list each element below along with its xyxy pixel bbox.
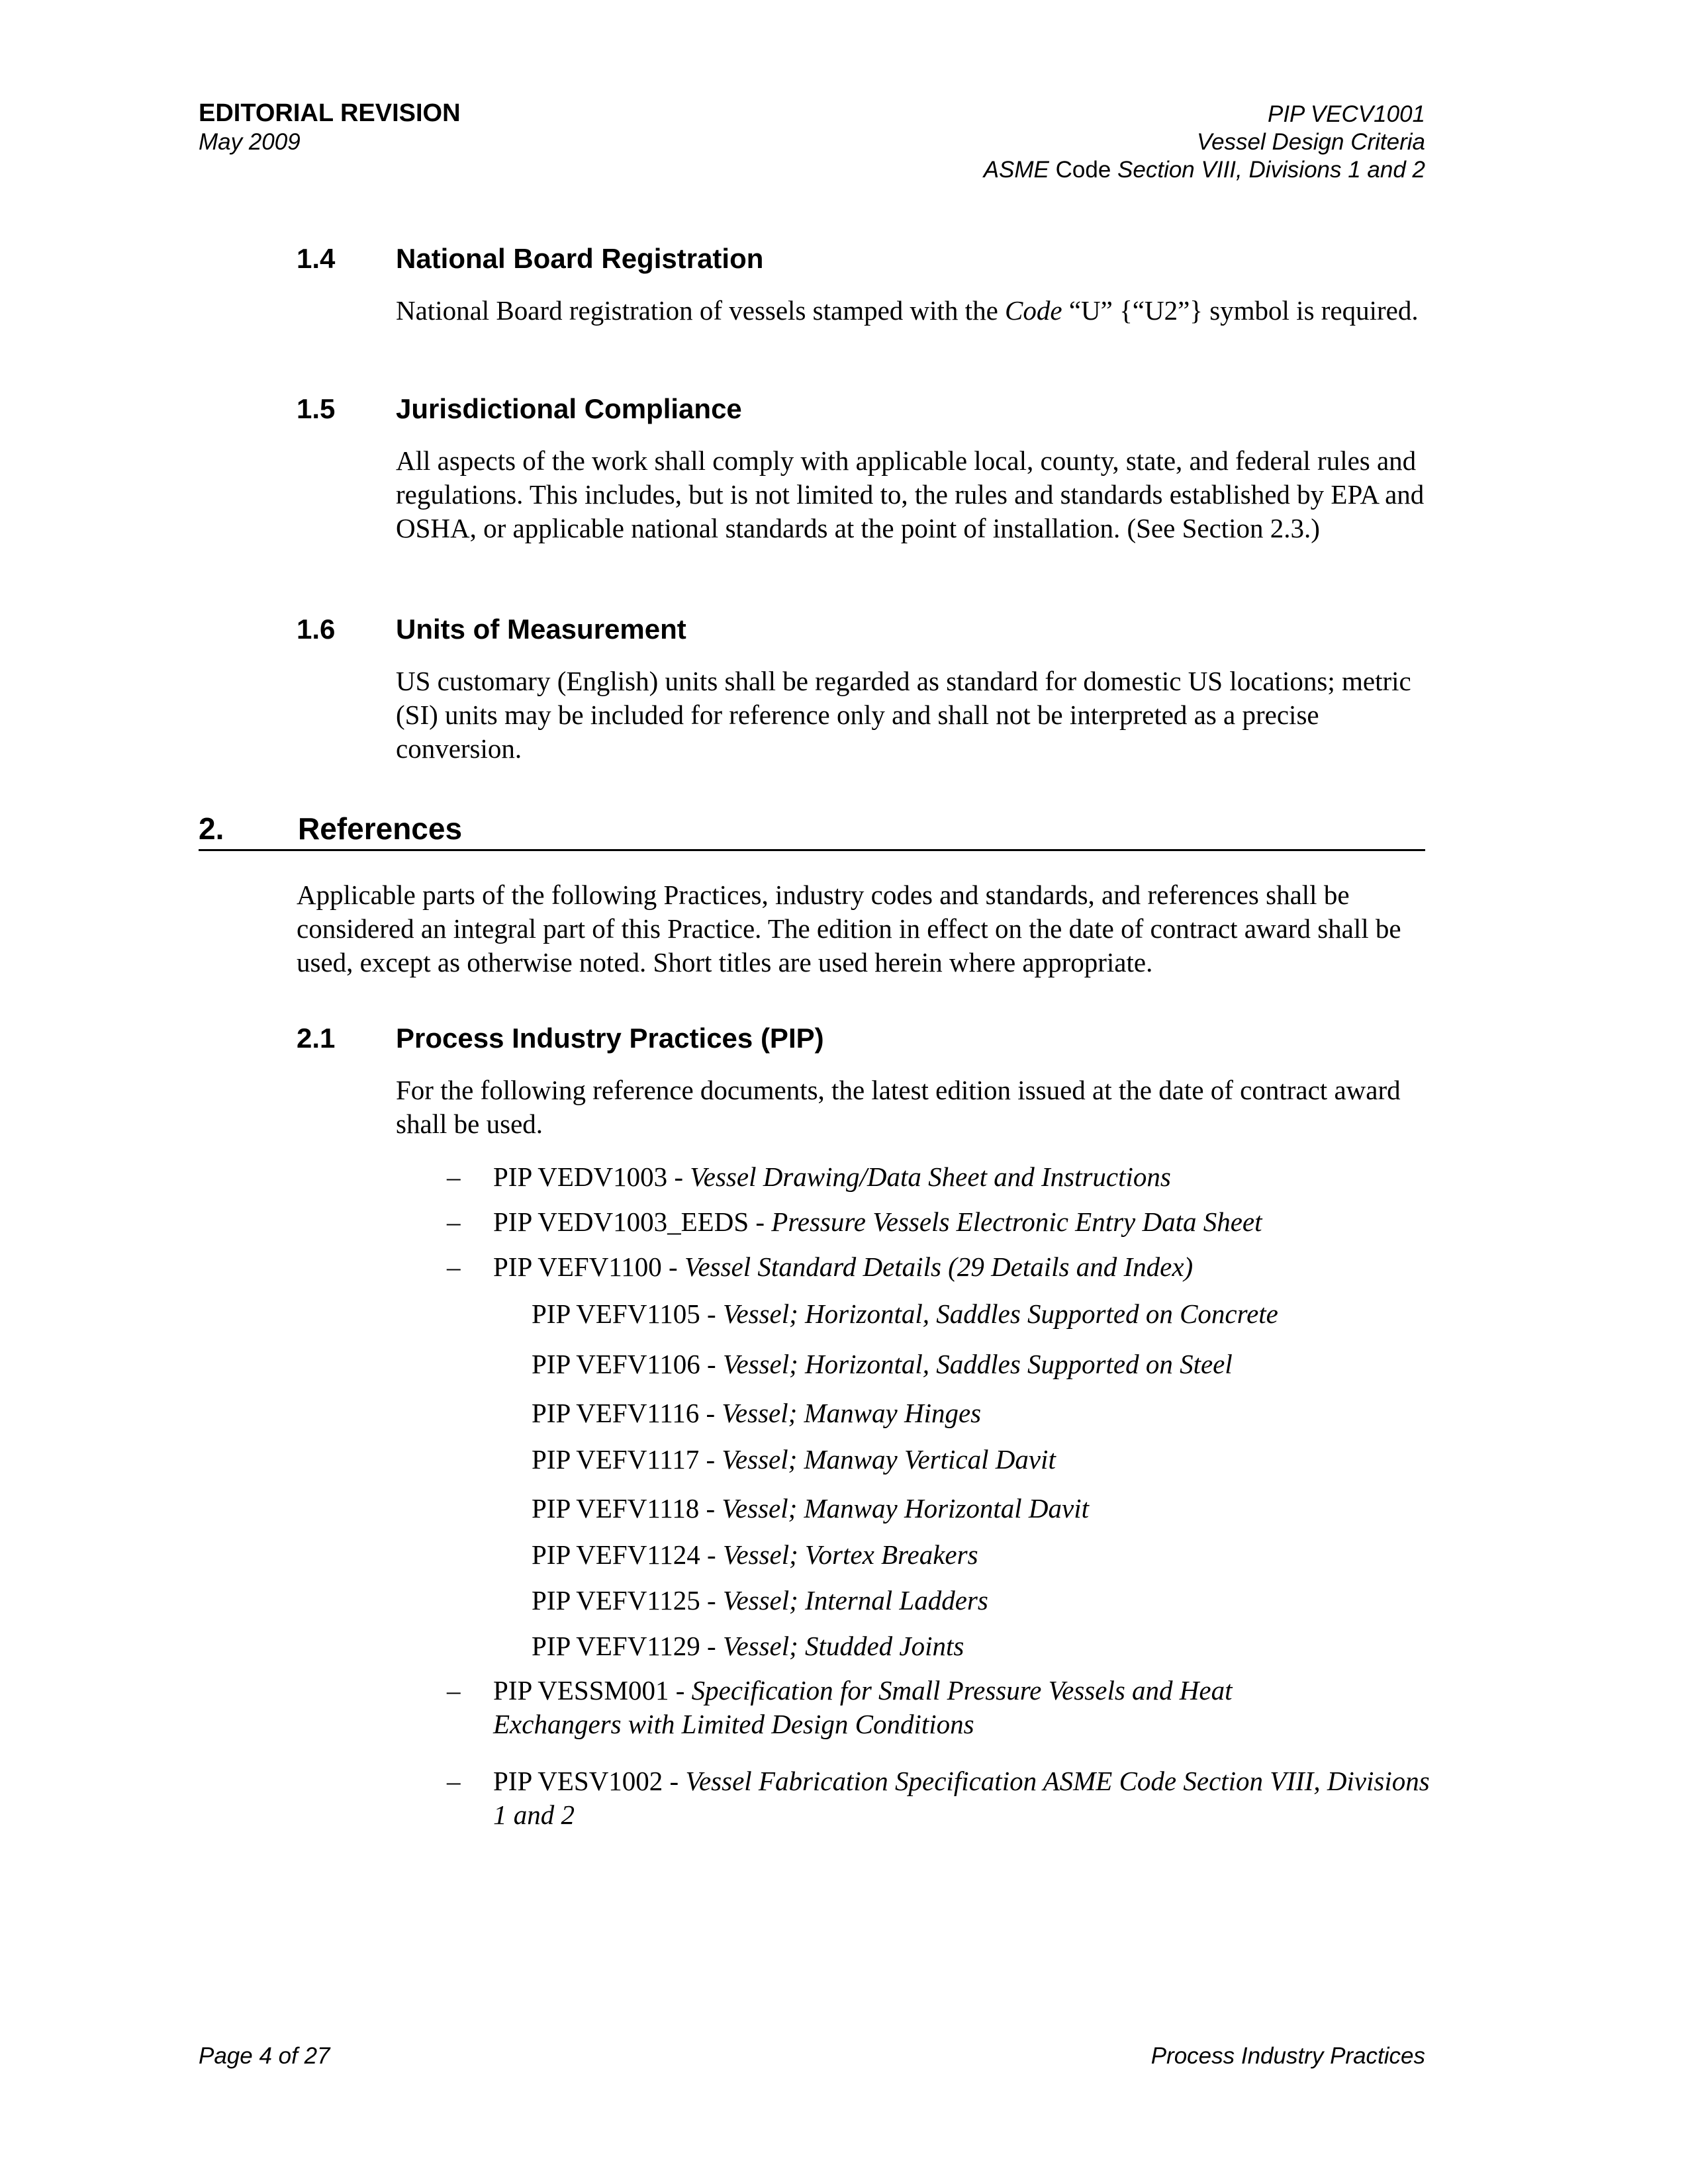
doc-scope: [984, 156, 1425, 184]
section-number: 2.1: [297, 1023, 336, 1054]
doc-title: Vessel Design Criteria: [1197, 129, 1425, 155]
header-left: [199, 98, 461, 156]
doc-scope-asme: ASME: [983, 157, 1049, 183]
section-title: Process Industry Practices (PIP): [396, 1023, 824, 1054]
ref-code: PIP VEFV1129 -: [532, 1631, 723, 1661]
ref-title: Vessel Fabrication Specification ASME Code Section VIII, Divisions 1 and 2: [493, 1766, 1430, 1830]
ref-code: PIP VEFV1118 -: [532, 1493, 722, 1524]
ref-title: Vessel; Vortex Breakers: [722, 1539, 978, 1570]
section-number: 1.5: [297, 393, 336, 424]
sub-list-item: [532, 1492, 1089, 1525]
section-title: National Board Registration: [396, 243, 764, 274]
ref-code: PIP VESSM001 -: [493, 1675, 692, 1706]
section-title: Units of Measurement: [396, 614, 686, 645]
list-dash: –: [447, 1766, 461, 1796]
section-number: 2.: [199, 811, 224, 846]
ref-code: PIP VEFV1124 -: [532, 1539, 723, 1570]
ref-title: Vessel Drawing/Data Sheet and Instructions: [690, 1161, 1171, 1192]
section-title: References: [298, 811, 463, 846]
ref-title: Pressure Vessels Electronic Entry Data Sheet: [771, 1206, 1262, 1237]
ref-title: Vessel; Manway Horizontal Davit: [722, 1493, 1090, 1524]
ref-code: PIP VEFV1105 -: [532, 1298, 723, 1329]
ref-code: PIP VEFV1117 -: [532, 1444, 722, 1475]
section-1-5-text: All aspects of the work shall comply with applicable local, county, state, and federal rules and regulations. This includes, but is not limited to, the rules and standards established by EPA and OSHA, or applicable national standards at the point of installation. (See Section 2.3.): [396, 445, 1425, 543]
ref-code: PIP VESV1002 -: [493, 1766, 686, 1796]
ref-code: PIP VEFV1106 -: [532, 1349, 723, 1379]
section-2-text: Applicable parts of the following Practices, industry codes and standards, and references shall be considered an integral part of this Practice. The edition in effect on the date of contract award shall be used, except as otherwise noted. Short titles are used herein where appropriate.: [297, 880, 1401, 978]
footer-page-number: Page 4 of 27: [199, 2043, 330, 2069]
text-part: National Board registration of vessels stamped with the: [396, 295, 1006, 326]
ref-title: Specification for Small Pressure Vessels and Heat Exchangers with Limited Design Conditions: [493, 1675, 1233, 1739]
ref-title: Vessel Standard Details (29 Details and Index): [684, 1251, 1194, 1282]
ref-code: PIP VEFV1125 -: [532, 1585, 723, 1615]
sub-list-item: [532, 1347, 1233, 1381]
list-dash: –: [447, 1206, 461, 1237]
section-1-4-text: [396, 294, 1432, 328]
text-part: “U” {“U2”} symbol is required.: [1062, 295, 1419, 326]
ref-title: Vessel; Horizontal, Saddles Supported on Steel: [722, 1349, 1233, 1379]
list-item-body: [493, 1764, 1446, 1832]
ref-title: Vessel; Manway Vertical Davit: [722, 1444, 1056, 1475]
doc-number: PIP VECV1001: [1267, 101, 1425, 127]
list-dash: –: [447, 1251, 461, 1282]
sub-list-item: [532, 1443, 1056, 1477]
section-2-heading: [199, 811, 1425, 851]
section-title: Jurisdictional Compliance: [396, 393, 742, 424]
list-item-body: [493, 1250, 1420, 1284]
ref-title: Vessel; Manway Hinges: [722, 1398, 982, 1428]
list-dash: –: [447, 1675, 461, 1706]
section-number: 1.4: [297, 243, 336, 274]
section-2-1-text: For the following reference documents, the latest edition issued at the date of contract award shall be used.: [396, 1075, 1401, 1139]
ref-title: Vessel; Studded Joints: [722, 1631, 964, 1661]
sub-list-item: [532, 1538, 978, 1572]
doc-scope-code: Code: [1049, 157, 1118, 183]
ref-code: PIP VEFV1116 -: [532, 1398, 722, 1428]
sub-list-item: [532, 1396, 981, 1430]
list-item-body: [493, 1205, 1420, 1239]
section-1-6-text: US customary (English) units shall be regarded as standard for domestic US locations; metric (SI) units may be included for reference only and shall not be interpreted as a precise conversion.: [396, 666, 1411, 764]
list-item-body: [493, 1674, 1347, 1741]
text-code-italic: Code: [1005, 295, 1062, 326]
list-item-body: [493, 1160, 1420, 1194]
footer-organization: Process Industry Practices: [1150, 2043, 1425, 2069]
doc-scope-section: Section VIII, Divisions 1 and 2: [1117, 157, 1425, 183]
list-dash: –: [447, 1161, 461, 1192]
header-right: [984, 101, 1425, 184]
header-date: May 2009: [199, 129, 301, 155]
sub-list-item: [532, 1584, 988, 1617]
ref-title: Vessel; Internal Ladders: [722, 1585, 988, 1615]
sub-list-item: [532, 1297, 1278, 1331]
ref-code: PIP VEDV1003_EEDS -: [493, 1206, 772, 1237]
sub-list-item: [532, 1629, 964, 1663]
ref-code: PIP VEDV1003 -: [493, 1161, 690, 1192]
ref-title: Vessel; Horizontal, Saddles Supported on Concrete: [722, 1298, 1278, 1329]
ref-code: PIP VEFV1100 -: [493, 1251, 684, 1282]
section-number: 1.6: [297, 614, 336, 645]
header-title: EDITORIAL REVISION: [199, 99, 461, 127]
